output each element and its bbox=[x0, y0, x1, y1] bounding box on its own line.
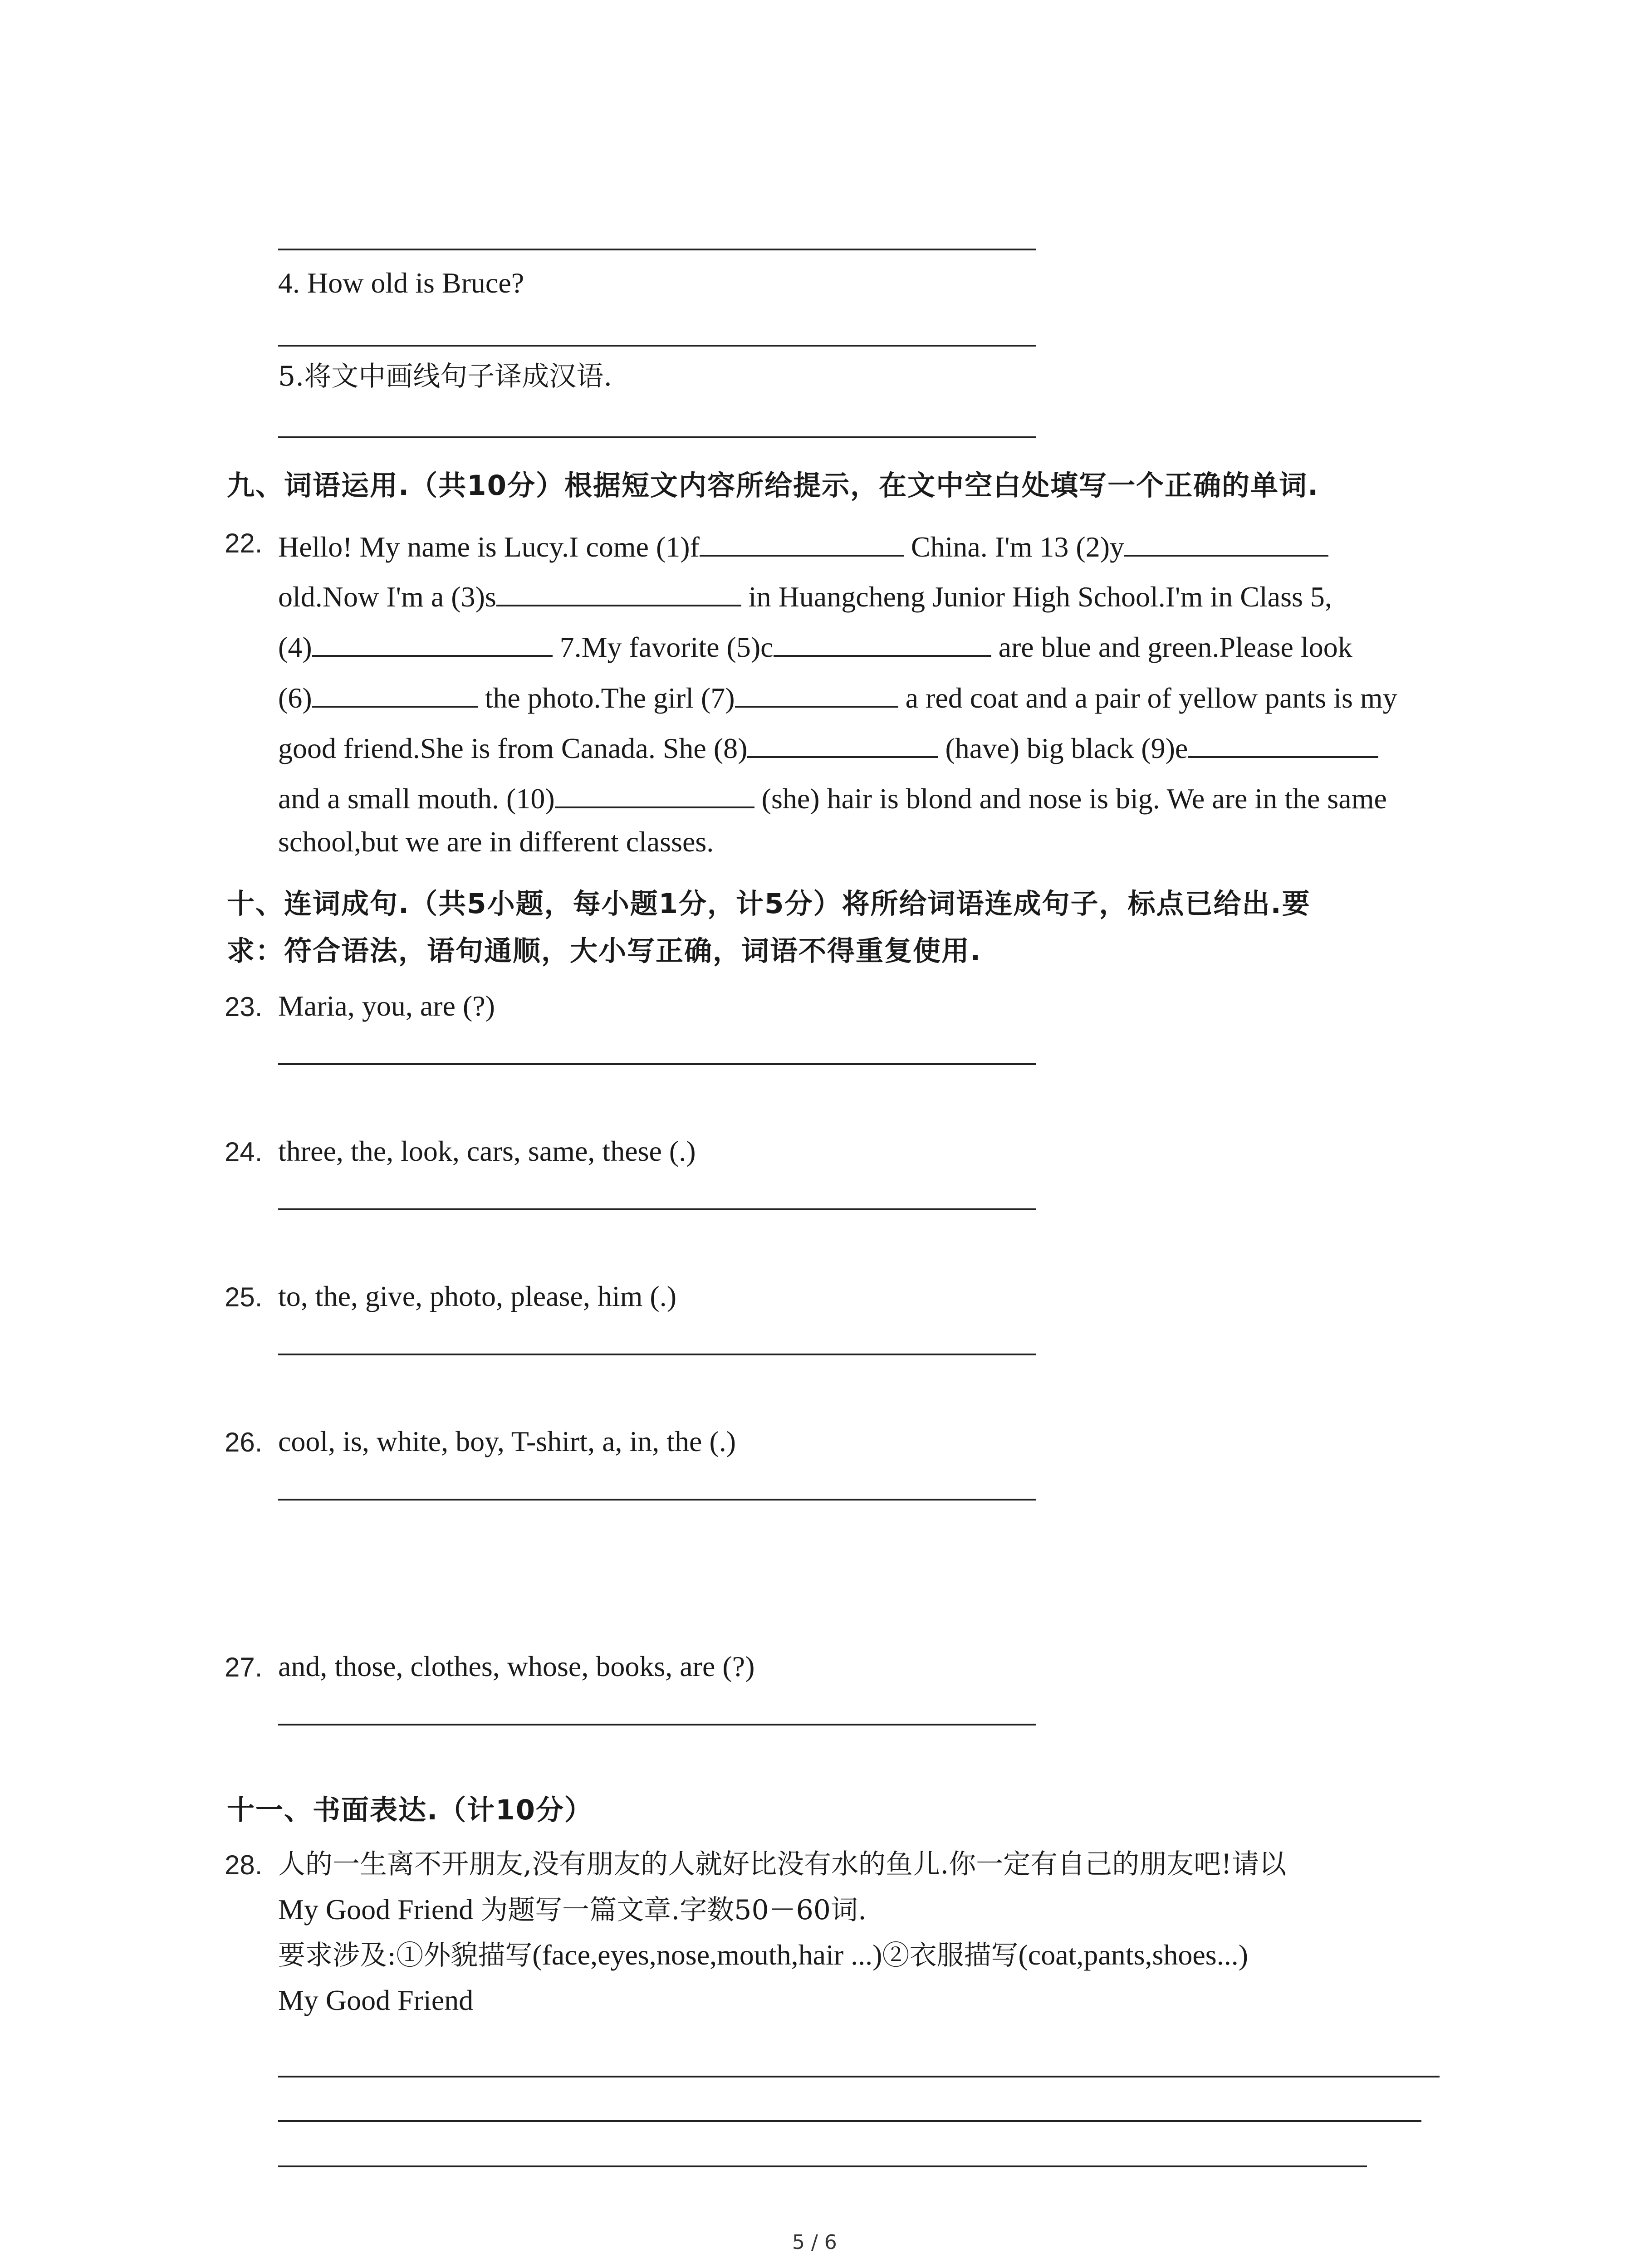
page-number: 5 / 6 bbox=[792, 2231, 837, 2254]
passage-text: Hello! My name is Lucy.I come (1)f bbox=[278, 531, 700, 563]
prompt-text: 人的一生离不开朋友,没有朋友的人就好比没有水的鱼儿.你一定有自己的朋友吧!请以 bbox=[278, 1848, 1287, 1880]
prompt-text: (coat,pants,shoes...) bbox=[1018, 1939, 1248, 1971]
passage-text: good friend.She is from Canada. She (8) bbox=[278, 732, 748, 764]
prompt-text: (face,eyes,nose,mouth,hair ...) bbox=[532, 1939, 882, 1971]
passage-line bbox=[278, 730, 1378, 763]
answer-line bbox=[278, 436, 1036, 438]
fill-blank[interactable] bbox=[496, 578, 741, 606]
essay-title-ref: My Good Friend bbox=[278, 1893, 474, 1926]
passage-line bbox=[278, 578, 1332, 611]
fill-blank[interactable] bbox=[700, 528, 904, 557]
passage-line bbox=[278, 629, 1352, 662]
question-number: 27. bbox=[225, 1652, 263, 1682]
question-number: 26. bbox=[225, 1427, 263, 1457]
question-number: 24. bbox=[225, 1137, 263, 1167]
passage-text: and a small mouth. (10) bbox=[278, 782, 555, 815]
question-number: 22. bbox=[225, 528, 263, 558]
passage-text: (6) bbox=[278, 682, 312, 714]
passage-line bbox=[278, 679, 1397, 713]
question-text: three, the, look, cars, same, these (.) bbox=[278, 1135, 696, 1167]
passage-text: (have) big black (9)e bbox=[945, 732, 1188, 764]
question-text: cool, is, white, boy, T-shirt, a, in, the (.) bbox=[278, 1425, 736, 1457]
answer-line[interactable] bbox=[278, 1354, 1036, 1355]
section-heading: 求：符合语法，语句通顺，大小写正确，词语不得重复使用. bbox=[227, 935, 982, 967]
fill-blank[interactable] bbox=[312, 629, 553, 657]
question-number: 23. bbox=[225, 992, 263, 1022]
passage-text: (she) hair is blond and nose is big. We are in the same bbox=[761, 782, 1387, 815]
prompt-text bbox=[278, 1941, 1248, 1970]
answer-line[interactable] bbox=[278, 1724, 1036, 1725]
answer-line bbox=[278, 249, 1036, 250]
prompt-text: 要求涉及:①外貌描写 bbox=[278, 1940, 533, 1971]
passage-text: (4) bbox=[278, 631, 312, 663]
question-number: 28. bbox=[225, 1850, 263, 1880]
prompt-text: 为题写一篇文章.字数50－60词. bbox=[480, 1894, 867, 1926]
answer-line bbox=[278, 345, 1036, 347]
section-heading: 十一、书面表达.（计10分） bbox=[227, 1794, 593, 1826]
passage-text: old.Now I'm a (3)s bbox=[278, 581, 496, 613]
fill-blank[interactable] bbox=[1124, 528, 1328, 557]
fill-blank[interactable] bbox=[1188, 730, 1378, 758]
question-text: Maria, you, are (?) bbox=[278, 990, 495, 1022]
fill-blank[interactable] bbox=[747, 730, 938, 758]
prompt-text: ②衣服描写 bbox=[882, 1940, 1019, 1971]
answer-line[interactable] bbox=[278, 1499, 1036, 1501]
answer-line[interactable] bbox=[278, 1063, 1036, 1065]
passage-line: school,but we are in different classes. bbox=[278, 826, 714, 858]
section-heading: 十、连词成句.（共5小题，每小题1分，计5分）将所给词语连成句子，标点已给出.要 bbox=[227, 888, 1311, 920]
question-text: to, the, give, photo, please, him (.) bbox=[278, 1280, 677, 1312]
passage-line bbox=[278, 780, 1387, 813]
fill-blank[interactable] bbox=[774, 629, 991, 657]
answer-line[interactable] bbox=[278, 1208, 1036, 1210]
passage-text: the photo.The girl (7) bbox=[485, 682, 735, 714]
question-text: and, those, clothes, whose, books, are (?) bbox=[278, 1650, 755, 1682]
passage-text: China. I'm 13 (2)y bbox=[911, 531, 1124, 563]
fill-blank[interactable] bbox=[735, 679, 898, 708]
fill-blank[interactable] bbox=[555, 780, 754, 808]
passage-text: a red coat and a pair of yellow pants is my bbox=[905, 682, 1397, 714]
question-text: 4. How old is Bruce? bbox=[278, 267, 524, 299]
writing-line[interactable] bbox=[278, 2076, 1440, 2077]
section-heading: 九、词语运用.（共10分）根据短文内容所给提示，在文中空白处填写一个正确的单词. bbox=[227, 469, 1319, 502]
question-number: 25. bbox=[225, 1282, 263, 1312]
prompt-text bbox=[278, 1895, 867, 1924]
passage-line bbox=[278, 528, 1328, 562]
passage-text: in Huangcheng Junior High School.I'm in Class 5, bbox=[748, 581, 1332, 613]
writing-line[interactable] bbox=[278, 2165, 1367, 2167]
essay-title: My Good Friend bbox=[278, 1984, 474, 2016]
writing-line[interactable] bbox=[278, 2120, 1421, 2122]
passage-text: 7.My favorite (5)c bbox=[559, 631, 774, 663]
passage-text: are blue and green.Please look bbox=[998, 631, 1352, 663]
question-text: 5.将文中画线句子译成汉语. bbox=[278, 361, 612, 392]
fill-blank[interactable] bbox=[312, 679, 478, 708]
